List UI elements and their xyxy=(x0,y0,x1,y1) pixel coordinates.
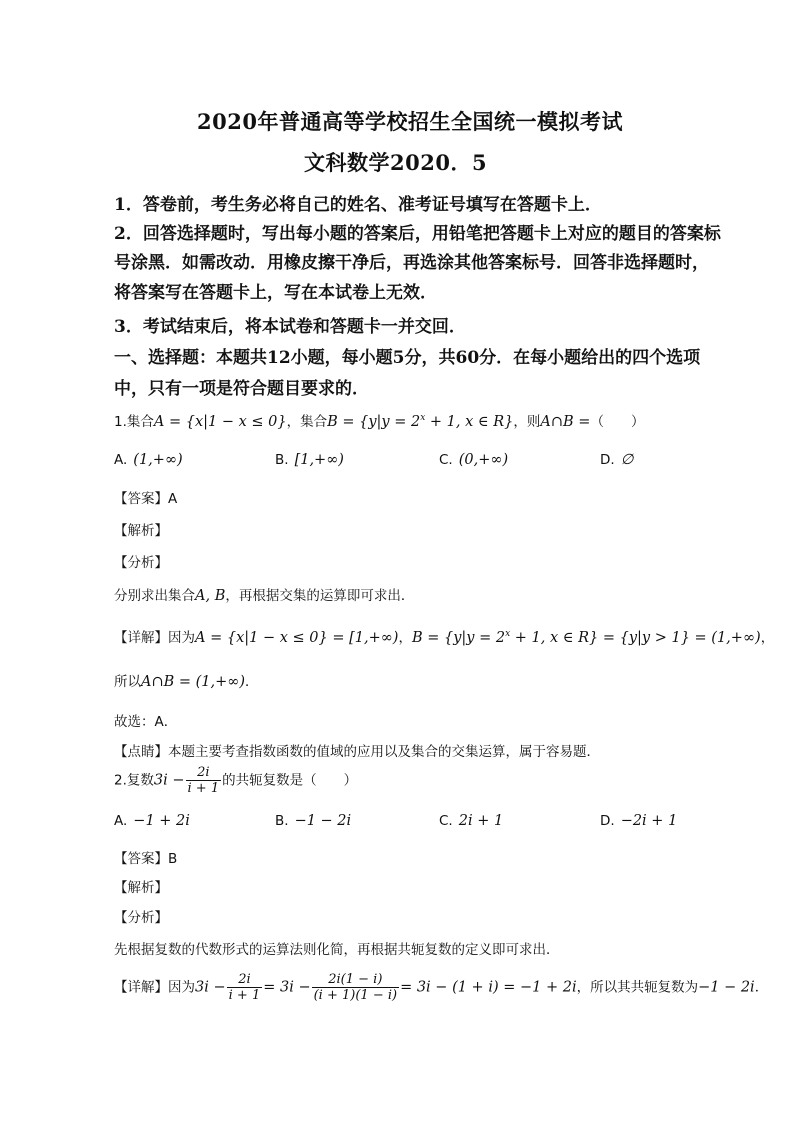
detail-end: ， xyxy=(760,630,775,646)
detail-expr: = 3i − (1 + i) = −1 + 2i xyxy=(400,979,577,996)
instruction-line: 3．考试结束后，将本试卷和答题卡一并交回． xyxy=(114,317,466,337)
q1-prefix: 1.集合 xyxy=(114,414,154,430)
option-value: −2i + 1 xyxy=(620,813,678,829)
option-value: 2i + 1 xyxy=(458,813,504,829)
q1-option-a xyxy=(114,452,183,468)
q2-expr-pre: 3i − xyxy=(153,772,185,789)
q1-comment: 【点睛】本题主要考查指数函数的值域的应用以及集合的交集运算，属于容易题． xyxy=(114,744,600,760)
option-label: A. xyxy=(114,813,128,829)
detail-label: 【详解】因为 xyxy=(114,979,195,996)
option-value: [1,+∞) xyxy=(294,452,344,468)
option-label: B. xyxy=(275,452,289,468)
detail-b-post: + 1, x ∈ R} = {y|y > 1} = (1,+∞) xyxy=(510,630,761,646)
conclusion-end: ． xyxy=(245,674,259,690)
q2-detail xyxy=(114,972,768,1003)
option-label: B. xyxy=(275,813,289,829)
option-label: D. xyxy=(600,452,615,468)
detail-expr: 3i − xyxy=(195,979,226,996)
q1-option-b xyxy=(275,452,344,468)
conclusion-math: A∩B = (1,+∞) xyxy=(141,674,246,690)
option-label: C. xyxy=(439,813,453,829)
q2-suffix: 的共轭复数是（ ） xyxy=(222,772,358,789)
fraction-denominator: i + 1 xyxy=(187,781,220,796)
detail-set-b xyxy=(412,630,761,646)
q2-option-c xyxy=(439,813,503,829)
instruction-line: 号涂黑．如需改动．用橡皮擦干净后，再选涂其他答案标号．回答非选择题时， xyxy=(114,253,709,273)
section-heading: 一、选择题：本题共12小题，每小题5分，共60分．在每小题给出的四个选项 xyxy=(114,348,701,368)
fraction-denominator: (i + 1)(1 − i) xyxy=(313,988,398,1003)
fraction-numerator: 2i xyxy=(227,972,263,988)
q1-analysis xyxy=(114,584,414,604)
analysis-text: 分别求出集合 xyxy=(114,588,195,604)
detail-set-a: A = {x|1 − x ≤ 0} = [1,+∞) xyxy=(195,630,399,646)
q1-set-b-pre: B = {y|y = 2 xyxy=(327,414,421,430)
detail-end: ． xyxy=(754,979,769,996)
detail-label: 【详解】因为 xyxy=(114,630,195,646)
q1-fenxi: 【分析】 xyxy=(114,555,168,571)
q1-conclusion xyxy=(114,670,259,690)
q2-option-d xyxy=(600,813,677,829)
exam-subtitle: 文科数学2020．5 xyxy=(304,150,488,175)
q1-answer: 【答案】A xyxy=(114,491,178,507)
q2-answer: 【答案】B xyxy=(114,851,178,867)
q2-analysis: 先根据复数的代数形式的运算法则化简，再根据共轭复数的定义即可求出． xyxy=(114,942,560,958)
q1-set-b-exp: x xyxy=(420,413,426,424)
q1-ask: A∩B = xyxy=(540,414,591,430)
q1-set-a: A = {x|1 − x ≤ 0} xyxy=(153,414,287,430)
fraction-numerator: 2i xyxy=(186,765,222,781)
q1-option-d xyxy=(600,452,633,468)
fraction-denominator: i + 1 xyxy=(228,988,261,1003)
option-value: −1 − 2i xyxy=(294,813,352,829)
option-label: C. xyxy=(439,452,453,468)
q1-choose: 故选：A． xyxy=(114,714,178,730)
detail-b-pre: B = {y|y = 2 xyxy=(411,630,506,646)
detail-mid: ，所以其共轭复数为 xyxy=(576,979,699,996)
q1-detail xyxy=(114,626,774,646)
q1-set-b-post: + 1, x ∈ R} xyxy=(425,414,514,430)
option-value: −1 + 2i xyxy=(133,813,190,829)
section-heading: 中，只有一项是符合题目要求的． xyxy=(114,379,369,399)
detail-result: −1 − 2i xyxy=(698,979,755,996)
conclusion-pre: 所以 xyxy=(114,674,141,690)
instruction-line: 将答案写在答题卡上，写在本试卷上无效． xyxy=(114,283,437,303)
q1-jiexi: 【解析】 xyxy=(114,523,168,539)
q1-mid: ，集合 xyxy=(286,414,328,430)
q2-fraction xyxy=(186,765,222,796)
exam-title: 2020年普通高等学校招生全国统一模拟考试 xyxy=(197,109,623,134)
option-value: (1,+∞) xyxy=(133,452,183,468)
question-2-stem xyxy=(114,765,357,796)
q2-jiexi: 【解析】 xyxy=(114,880,168,896)
question-1-stem xyxy=(114,410,644,430)
q2-prefix: 2.复数 xyxy=(114,772,154,789)
detail-sep: ， xyxy=(398,630,412,646)
q1-set-b xyxy=(327,414,513,430)
instruction-line: 1．答卷前，考生务必将自己的姓名、准考证号填写在答题卡上． xyxy=(114,195,602,215)
detail-expr: = 3i − xyxy=(263,979,311,996)
option-value: ∅ xyxy=(620,452,634,468)
fraction-numerator: 2i(1 − i) xyxy=(312,972,399,988)
q1-option-c xyxy=(439,452,508,468)
detail-fraction-2 xyxy=(312,972,399,1003)
q2-fenxi: 【分析】 xyxy=(114,910,168,926)
q2-option-a xyxy=(114,813,190,829)
analysis-math: A, B xyxy=(195,588,226,604)
option-label: A. xyxy=(114,452,128,468)
detail-b-exp: x xyxy=(505,629,511,640)
q1-paren: （ ） xyxy=(590,414,645,430)
q2-option-b xyxy=(275,813,351,829)
detail-fraction-1 xyxy=(227,972,263,1003)
instruction-line: 2．回答选择题时，写出每小题的答案后，用铅笔把答题卡上对应的题目的答案标 xyxy=(114,224,721,244)
option-value: (0,+∞) xyxy=(458,452,509,468)
option-label: D. xyxy=(600,813,615,829)
q1-tail: ，则 xyxy=(513,414,541,430)
analysis-text: ，再根据交集的运算即可求出． xyxy=(225,588,415,604)
